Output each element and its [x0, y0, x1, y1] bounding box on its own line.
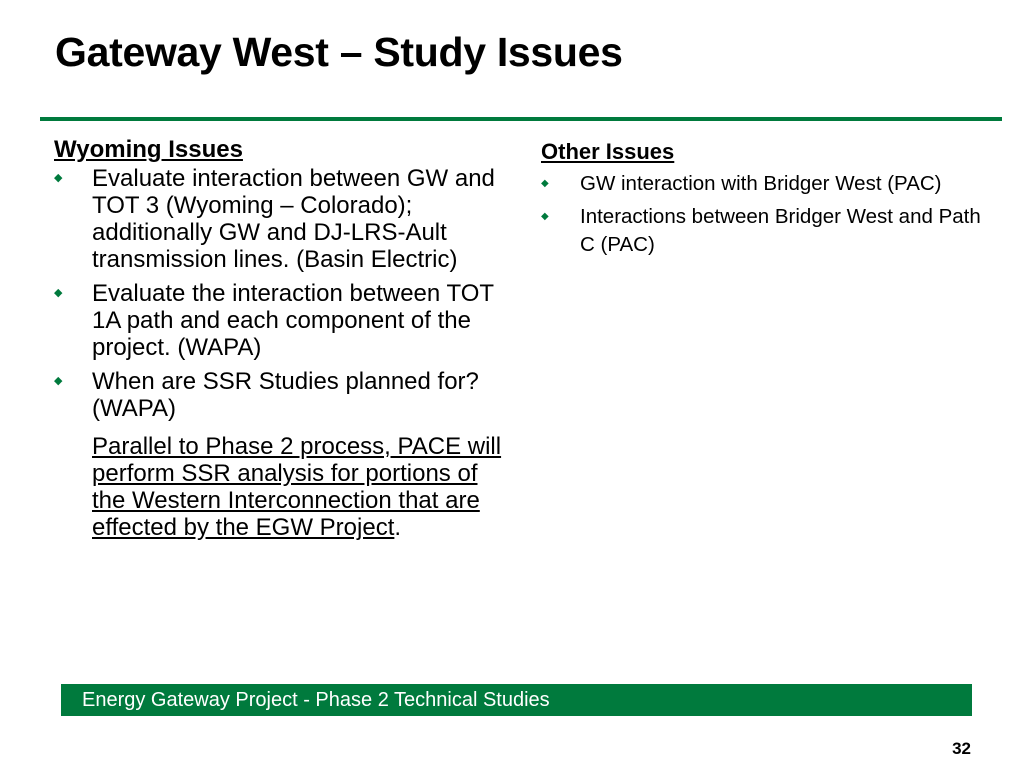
- wyoming-issues-heading: Wyoming Issues: [54, 136, 243, 163]
- diamond-bullet-icon: ◆: [54, 287, 63, 299]
- list-item: [541, 170, 981, 198]
- footer-bar: [61, 684, 972, 716]
- other-issues-list: [541, 170, 981, 259]
- title-divider: [40, 117, 1002, 121]
- list-item: [54, 280, 504, 361]
- other-issues-heading: Other Issues: [541, 139, 675, 164]
- diamond-bullet-icon: ◆: [54, 375, 63, 387]
- slide-title: Gateway West – Study Issues: [55, 29, 623, 75]
- wyoming-issues-column: [54, 134, 504, 541]
- list-item-text: Evaluate interaction between GW and TOT 3 (Wyoming – Colorado); additionally GW and DJ-LRS-Ault transmission lines. (Basin Electric): [92, 165, 495, 273]
- list-item-text: Interactions between Bridger West and Path C (PAC): [580, 205, 981, 256]
- list-item: [541, 203, 981, 259]
- other-issues-column: [541, 138, 981, 264]
- list-item-text: When are SSR Studies planned for? (WAPA): [92, 368, 479, 422]
- diamond-bullet-icon: ◆: [541, 178, 549, 189]
- list-item-text: Evaluate the interaction between TOT 1A path and each component of the project. (WAPA): [92, 280, 494, 361]
- footer-text: Energy Gateway Project - Phase 2 Technical Studies: [82, 689, 550, 711]
- list-item-text: GW interaction with Bridger West (PAC): [580, 172, 942, 195]
- ssr-answer: [54, 433, 504, 541]
- list-item: [54, 165, 504, 273]
- diamond-bullet-icon: ◆: [541, 211, 549, 222]
- list-item: [54, 368, 504, 422]
- diamond-bullet-icon: ◆: [54, 172, 63, 184]
- ssr-answer-text: Parallel to Phase 2 process, PACE will perform SSR analysis for portions of the Western Interconnection that are effected by the EGW Project: [92, 433, 502, 541]
- wyoming-issues-list: [54, 165, 504, 422]
- ssr-answer-period: .: [394, 514, 402, 541]
- page-number: 32: [952, 739, 971, 758]
